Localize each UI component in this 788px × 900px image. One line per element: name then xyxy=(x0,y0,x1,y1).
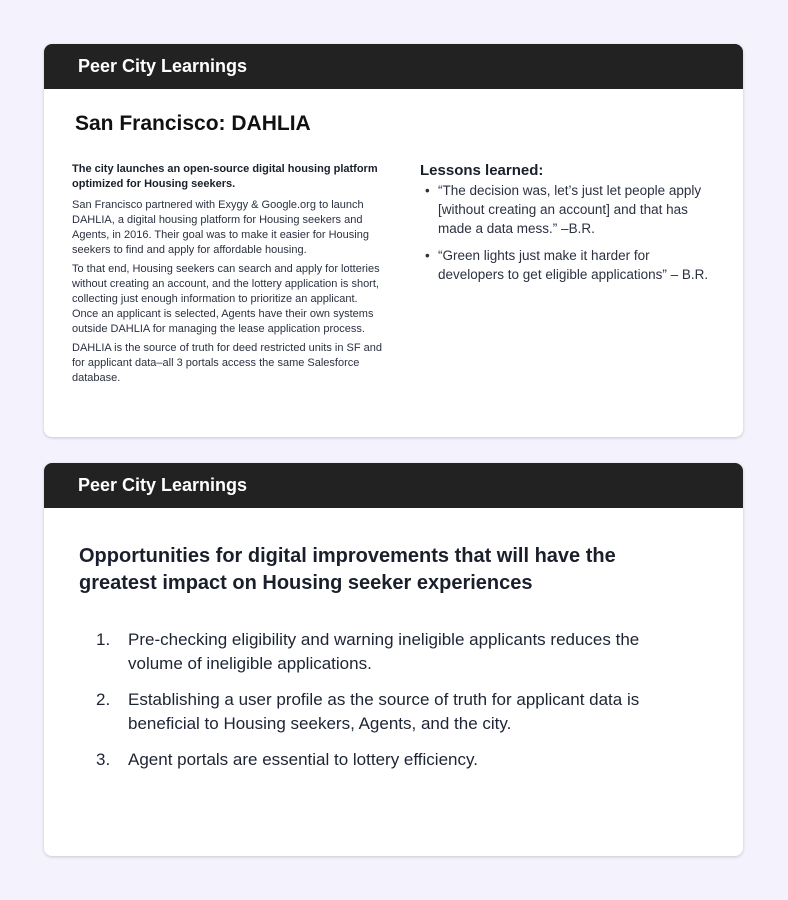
lesson-text: “The decision was, let’s just let people apply [without creating an account] and that has made a data mess.” –B.R. xyxy=(438,183,702,236)
bullet-icon: • xyxy=(425,183,430,198)
item-text: Establishing a user profile as the source of truth for applicant data is beneficial to Housing seekers, Agents, and the city. xyxy=(128,690,640,733)
item-number: 3. xyxy=(96,750,111,769)
lesson-item xyxy=(420,246,710,284)
description-paragraph: DAHLIA is the source of truth for deed restricted units in SF and for applicant data–all 3 portals access the same Salesforce database. xyxy=(72,342,382,384)
card-header: Peer City Learnings xyxy=(44,463,743,508)
opportunities-card xyxy=(44,463,743,856)
dahlia-card xyxy=(44,44,743,437)
opportunity-item xyxy=(96,628,696,676)
description-paragraph: San Francisco partnered with Exygy & Google.org to launch DAHLIA, a digital housing platform for Housing seekers and Agents, in 2016. Their goal was to make it easier for Housing seekers to find and apply for affordable housing. xyxy=(72,199,369,256)
card-title: San Francisco: DAHLIA xyxy=(75,112,311,135)
description-column xyxy=(72,162,384,390)
description-paragraph: To that end, Housing seekers can search and apply for lotteries without creating an account, and the lottery application is short, collecting just enough information to prioritize an applicant. Once an applicant is selected, Agents have their own systems outside DAHLIA for managing the lease application process. xyxy=(72,263,380,335)
card-title: Opportunities for digital improvements that will have the greatest impact on Housing seeker experiences xyxy=(79,545,616,594)
card-header: Peer City Learnings xyxy=(44,44,743,89)
item-number: 1. xyxy=(96,630,111,649)
lessons-list xyxy=(420,181,710,284)
lessons-heading: Lessons learned: xyxy=(420,162,544,179)
lead-text: The city launches an open-source digital housing platform optimized for Housing seekers. xyxy=(72,163,378,190)
opportunity-item xyxy=(96,748,696,772)
lessons-column xyxy=(420,162,710,292)
lesson-text: “Green lights just make it harder for developers to get eligible applications” – B.R. xyxy=(438,248,709,282)
bullet-icon: • xyxy=(425,248,430,263)
opportunities-list xyxy=(96,628,696,784)
item-number: 2. xyxy=(96,690,111,709)
lesson-item xyxy=(420,181,710,238)
opportunity-item xyxy=(96,688,696,736)
item-text: Pre-checking eligibility and warning ineligible applicants reduces the volume of ineligible applications. xyxy=(128,630,640,673)
item-text: Agent portals are essential to lottery efficiency. xyxy=(128,750,478,769)
